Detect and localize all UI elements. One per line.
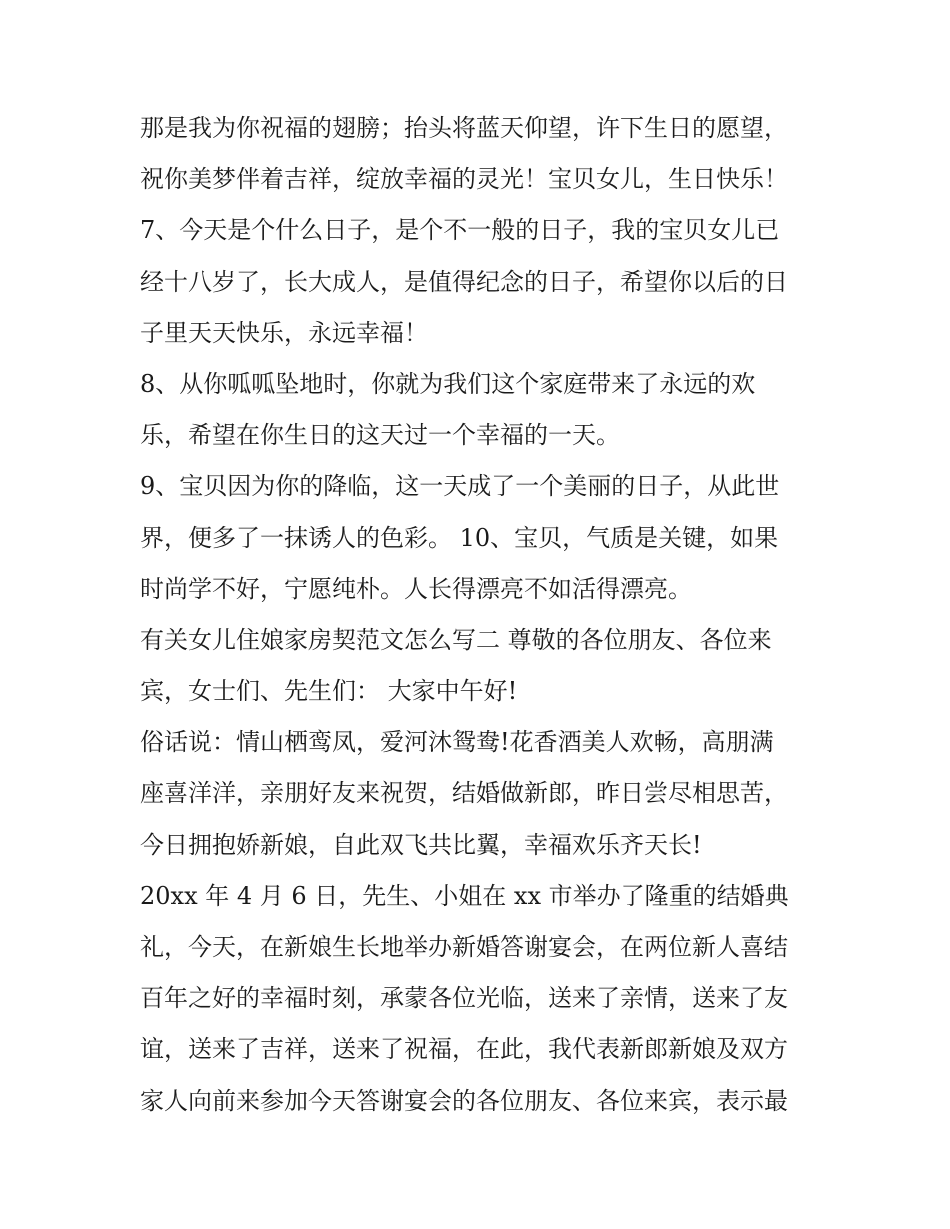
text-line: 那是我为你祝福的翅膀；抬头将蓝天仰望，许下生日的愿望， bbox=[140, 114, 788, 142]
text-line: 座喜洋洋，亲朋好友来祝贺，结婚做新郎，昨日尝尽相思苦， bbox=[140, 779, 788, 808]
text-line: 宾，女士们、先生们： 大家中午好! bbox=[140, 677, 518, 706]
text-line: 时尚学不好，宁愿纯朴。人长得漂亮不如活得漂亮。 bbox=[140, 574, 692, 603]
text-line: 子里天天快乐，永远幸福！ bbox=[140, 318, 428, 347]
text-line: 礼，今天，在新娘生长地举办新婚答谢宴会，在两位新人喜结 bbox=[140, 933, 788, 961]
body-text bbox=[140, 103, 830, 1127]
text-line: 20xx 年 4 月 6 日，先生、小姐在 xx 市举办了隆重的结婚典 bbox=[140, 881, 789, 910]
text-line: 百年之好的幸福时刻，承蒙各位光临，送来了亲情，送来了友 bbox=[140, 984, 788, 1013]
text-line: 界，便多了一抹诱人的色彩。 10、宝贝，气质是关键，如果 bbox=[140, 523, 779, 552]
text-line: 谊，送来了吉祥，送来了祝福，在此，我代表新郎新娘及双方 bbox=[140, 1035, 788, 1064]
text-line: 祝你美梦伴着吉祥，绽放幸福的灵光！宝贝女儿，生日快乐！ bbox=[140, 165, 788, 194]
text-line: 9、宝贝因为你的降临，这一天成了一个美丽的日子，从此世 bbox=[140, 472, 780, 501]
text-line: 经十八岁了，长大成人，是值得纪念的日子，希望你以后的日 bbox=[140, 267, 788, 296]
text-line: 乐，希望在你生日的这天过一个幸福的一天。 bbox=[140, 421, 620, 450]
text-line: 家人向前来参加今天答谢宴会的各位朋友、各位来宾，表示最 bbox=[140, 1086, 788, 1115]
text-line: 今日拥抱娇新娘，自此双飞共比翼，幸福欢乐齐天长! bbox=[140, 830, 702, 859]
text-line: 有关女儿住娘家房契范文怎么写二 尊敬的各位朋友、各位来 bbox=[140, 625, 772, 654]
text-line: 7、今天是个什么日子，是个不一般的日子，我的宝贝女儿已 bbox=[140, 216, 780, 245]
text-line: 8、从你呱呱坠地时，你就为我们这个家庭带来了永远的欢 bbox=[140, 369, 756, 398]
text-line: 俗话说：情山栖鸾凤，爱河沐鸳鸯!花香酒美人欢畅，高朋满 bbox=[140, 728, 774, 757]
